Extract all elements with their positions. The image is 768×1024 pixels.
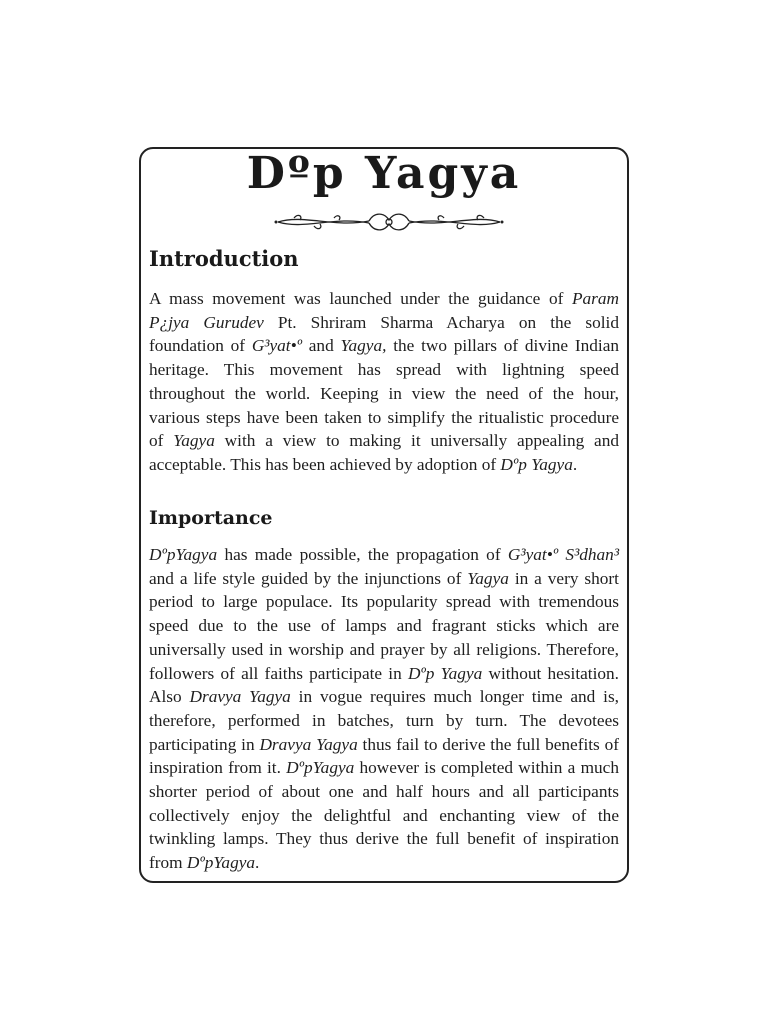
- italic-term: Dºp Yagya: [500, 454, 573, 474]
- text-run: .: [255, 853, 260, 873]
- text-run: and: [302, 336, 341, 356]
- italic-term: DºpYagya: [186, 853, 256, 873]
- text-run: thus fail to derive the full benefits of inspiration from it.: [149, 734, 620, 778]
- text-run: the two pillars of divine Indian heritage. This movement has spread with lightning speed throughout the world. Keeping in view the need of the hour, various steps have been taken to simplify the ritualistic procedure of: [149, 336, 620, 451]
- italic-term: Dºp Yagya: [407, 663, 483, 683]
- importance-paragraph: [149, 543, 619, 875]
- text-run: and a life style guided by the injunctions of: [149, 568, 468, 588]
- text-run: Pt. Shriram Sharma Acharya on the solid foundation of: [149, 312, 619, 356]
- section-heading-importance: Importance: [149, 507, 273, 529]
- italic-term: DºpYagya: [149, 545, 218, 564]
- text-run: with a view to making it universally appealing and acceptable. This has been achieved by adoption of: [149, 431, 619, 474]
- text-run: has made possible, the propagation of: [217, 545, 508, 564]
- italic-term: G³yat•º S³dhan³: [507, 545, 620, 564]
- text-run: however is completed within a much shorter period of about one and half hours and all participants collectively enjoy the delightful and enchanting view of the twinkling lamps. They thus derive the full benefit of inspiration from: [149, 758, 619, 873]
- section-heading-introduction: Introduction: [149, 246, 299, 271]
- page-title: Dºp Yagya: [246, 148, 522, 199]
- text-run: A mass movement was launched under the guidance of: [149, 289, 572, 308]
- ornament-divider: [274, 208, 504, 234]
- italic-term: Dravya Yagya: [259, 734, 358, 754]
- text-run: .: [572, 454, 578, 474]
- italic-term: G³yat•º: [251, 336, 302, 356]
- italic-term: DºpYagya: [286, 758, 355, 778]
- italic-term: Yagya,: [340, 336, 387, 356]
- italic-term: Yagya: [467, 568, 509, 588]
- text-run: in vogue requires much longer time and is, therefore, performed in batches, turn by turn. The devotees participating in: [149, 687, 619, 754]
- text-run: in a very short period to large populace. Its popularity spread with tremendous speed due to the use of lamps and fragrant sticks which are universally used in worship and prayer by all religions. Therefore, followers of all faiths participate in: [149, 568, 619, 683]
- introduction-paragraph: [149, 287, 619, 477]
- italic-term: Dravya Yagya: [189, 687, 291, 707]
- italic-term: Yagya: [173, 431, 215, 451]
- text-run: without hesitation. Also: [149, 663, 619, 707]
- italic-term: Param P¿jya Gurudev: [149, 289, 619, 332]
